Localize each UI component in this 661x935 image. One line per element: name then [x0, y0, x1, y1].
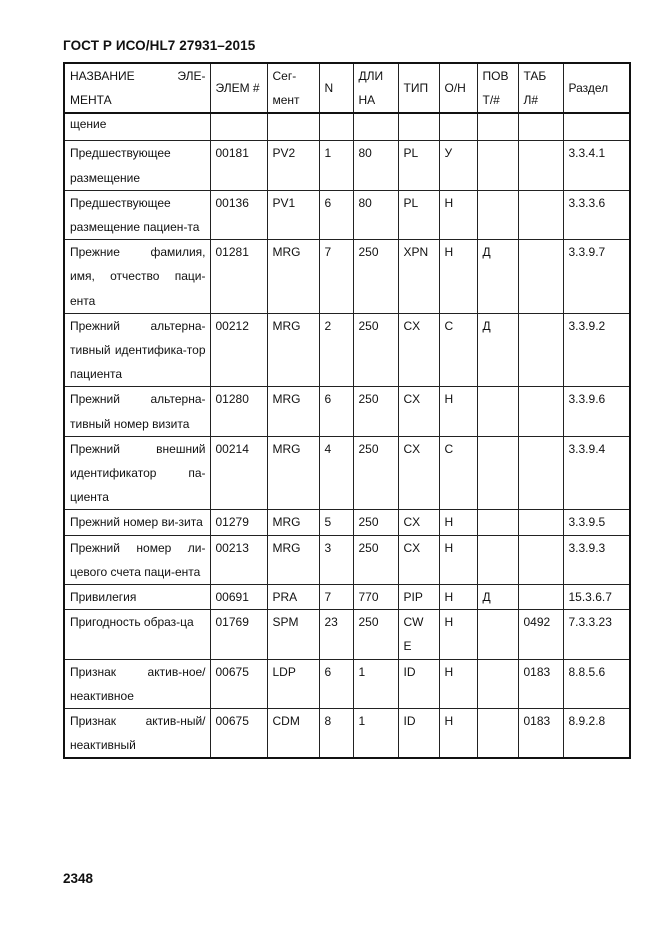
table-row	[64, 436, 630, 510]
header-col-section: Раздел	[563, 63, 630, 113]
cell-length: 250	[353, 610, 398, 659]
cell-name: Привилегия	[64, 585, 210, 610]
document-header: ГОСТ Р ИСО/HL7 27931–2015	[63, 38, 256, 53]
cell-rep	[477, 190, 518, 239]
cell-section: 3.3.9.6	[563, 387, 630, 436]
cell-rep: Д	[477, 313, 518, 387]
cell-on: У	[439, 141, 477, 190]
cell-name: Прежний альтерна-тивный идентифика-тор пациента	[64, 313, 210, 387]
cell-n: 6	[319, 190, 353, 239]
cell-length: 1	[353, 709, 398, 759]
cell-on: Н	[439, 510, 477, 535]
cell-section: 3.3.9.3	[563, 535, 630, 584]
cell-type: CX	[398, 387, 439, 436]
cell-n: 7	[319, 585, 353, 610]
cell-table	[518, 240, 563, 314]
header-col-segment: Сег-мент	[267, 63, 319, 113]
cell-on: С	[439, 313, 477, 387]
cell-length	[353, 113, 398, 141]
cell-type: CX	[398, 436, 439, 510]
cell-type: CW E	[398, 610, 439, 659]
cell-n: 23	[319, 610, 353, 659]
cell-name: Прежний альтерна-тивный номер визита	[64, 387, 210, 436]
cell-section: 3.3.9.7	[563, 240, 630, 314]
cell-section: 3.3.9.4	[563, 436, 630, 510]
cell-segment: PV2	[267, 141, 319, 190]
cell-rep	[477, 113, 518, 141]
cell-table	[518, 436, 563, 510]
cell-rep	[477, 436, 518, 510]
cell-table: 0183	[518, 659, 563, 708]
elements-table	[63, 62, 631, 759]
cell-on: Н	[439, 659, 477, 708]
cell-n: 1	[319, 141, 353, 190]
cell-segment	[267, 113, 319, 141]
cell-n: 6	[319, 387, 353, 436]
page-number: 2348	[63, 871, 94, 886]
cell-rep: Д	[477, 585, 518, 610]
table-header-row	[64, 63, 630, 113]
cell-elem: 00214	[210, 436, 267, 510]
cell-name: щение	[64, 113, 210, 141]
cell-segment: MRG	[267, 240, 319, 314]
cell-segment: PRA	[267, 585, 319, 610]
cell-section: 3.3.3.6	[563, 190, 630, 239]
cell-segment: MRG	[267, 535, 319, 584]
cell-table	[518, 585, 563, 610]
cell-elem: 01769	[210, 610, 267, 659]
cell-on: Н	[439, 535, 477, 584]
header-col-on: О/Н	[439, 63, 477, 113]
cell-rep	[477, 659, 518, 708]
cell-length: 80	[353, 190, 398, 239]
cell-on	[439, 113, 477, 141]
cell-table: 0183	[518, 709, 563, 759]
cell-section: 8.8.5.6	[563, 659, 630, 708]
cell-length: 80	[353, 141, 398, 190]
cell-length: 250	[353, 535, 398, 584]
cell-length: 770	[353, 585, 398, 610]
cell-table	[518, 313, 563, 387]
table-row	[64, 141, 630, 190]
cell-section: 15.3.6.7	[563, 585, 630, 610]
cell-segment: CDM	[267, 709, 319, 759]
cell-name: Пригодность образ-ца	[64, 610, 210, 659]
table-row	[64, 709, 630, 759]
table-row	[64, 113, 630, 141]
cell-segment: MRG	[267, 387, 319, 436]
cell-elem: 01281	[210, 240, 267, 314]
cell-type: PIP	[398, 585, 439, 610]
cell-n: 4	[319, 436, 353, 510]
cell-elem: 00136	[210, 190, 267, 239]
cell-segment: SPM	[267, 610, 319, 659]
cell-rep	[477, 510, 518, 535]
table-row	[64, 659, 630, 708]
cell-elem: 00675	[210, 709, 267, 759]
cell-table	[518, 190, 563, 239]
cell-table	[518, 510, 563, 535]
cell-on: Н	[439, 709, 477, 759]
cell-n: 8	[319, 709, 353, 759]
cell-on: С	[439, 436, 477, 510]
header-col-rep: ПОВ Т/#	[477, 63, 518, 113]
table-row	[64, 510, 630, 535]
cell-segment: MRG	[267, 510, 319, 535]
header-col-n: N	[319, 63, 353, 113]
cell-table: 0492	[518, 610, 563, 659]
header-col-elem: ЭЛЕМ #	[210, 63, 267, 113]
cell-length: 250	[353, 436, 398, 510]
cell-elem: 01279	[210, 510, 267, 535]
cell-length: 250	[353, 387, 398, 436]
cell-rep	[477, 387, 518, 436]
cell-name: Прежний номер ви-зита	[64, 510, 210, 535]
table-row	[64, 313, 630, 387]
table-row	[64, 610, 630, 659]
cell-section: 8.9.2.8	[563, 709, 630, 759]
cell-name: Прежний внешний идентификатор па-циента	[64, 436, 210, 510]
cell-segment: LDP	[267, 659, 319, 708]
cell-table	[518, 387, 563, 436]
cell-type: PL	[398, 141, 439, 190]
cell-elem: 00213	[210, 535, 267, 584]
cell-type: CX	[398, 510, 439, 535]
table-row	[64, 240, 630, 314]
cell-elem: 00691	[210, 585, 267, 610]
header-col-table: ТАБ Л#	[518, 63, 563, 113]
header-col-length: ДЛИ НА	[353, 63, 398, 113]
cell-name: Прежний номер ли-цевого счета паци-ента	[64, 535, 210, 584]
cell-rep	[477, 709, 518, 759]
cell-section: 3.3.9.5	[563, 510, 630, 535]
cell-rep	[477, 141, 518, 190]
cell-section	[563, 113, 630, 141]
table-row	[64, 190, 630, 239]
cell-name: Признак актив-ный/неактивный	[64, 709, 210, 759]
cell-rep: Д	[477, 240, 518, 314]
cell-section: 7.3.3.23	[563, 610, 630, 659]
cell-type: XPN	[398, 240, 439, 314]
cell-elem: 00212	[210, 313, 267, 387]
header-col-type: ТИП	[398, 63, 439, 113]
cell-length: 1	[353, 659, 398, 708]
cell-type: ID	[398, 659, 439, 708]
cell-n: 6	[319, 659, 353, 708]
cell-n: 2	[319, 313, 353, 387]
cell-n: 3	[319, 535, 353, 584]
table-row	[64, 535, 630, 584]
cell-elem: 01280	[210, 387, 267, 436]
cell-elem: 00181	[210, 141, 267, 190]
cell-elem: 00675	[210, 659, 267, 708]
cell-type: CX	[398, 535, 439, 584]
cell-elem	[210, 113, 267, 141]
cell-section: 3.3.9.2	[563, 313, 630, 387]
cell-table	[518, 113, 563, 141]
table-row	[64, 387, 630, 436]
cell-type: ID	[398, 709, 439, 759]
cell-name: Предшествующее размещение	[64, 141, 210, 190]
cell-rep	[477, 535, 518, 584]
cell-type: PL	[398, 190, 439, 239]
header-col-name: НАЗВАНИЕ ЭЛЕ-МЕНТА	[64, 63, 210, 113]
cell-on: Н	[439, 610, 477, 659]
cell-segment: PV1	[267, 190, 319, 239]
cell-section: 3.3.4.1	[563, 141, 630, 190]
cell-segment: MRG	[267, 436, 319, 510]
cell-table	[518, 141, 563, 190]
cell-name: Прежние фамилия, имя, отчество паци-ента	[64, 240, 210, 314]
cell-name: Признак актив-ное/неактивное	[64, 659, 210, 708]
cell-length: 250	[353, 240, 398, 314]
cell-n: 7	[319, 240, 353, 314]
table-row	[64, 585, 630, 610]
cell-rep	[477, 610, 518, 659]
cell-table	[518, 535, 563, 584]
cell-on: Н	[439, 387, 477, 436]
cell-type: CX	[398, 313, 439, 387]
cell-n	[319, 113, 353, 141]
cell-length: 250	[353, 313, 398, 387]
cell-length: 250	[353, 510, 398, 535]
cell-on: Н	[439, 240, 477, 314]
cell-on: Н	[439, 190, 477, 239]
cell-segment: MRG	[267, 313, 319, 387]
cell-name: Предшествующее размещение пациен-та	[64, 190, 210, 239]
cell-on: Н	[439, 585, 477, 610]
cell-n: 5	[319, 510, 353, 535]
cell-type	[398, 113, 439, 141]
